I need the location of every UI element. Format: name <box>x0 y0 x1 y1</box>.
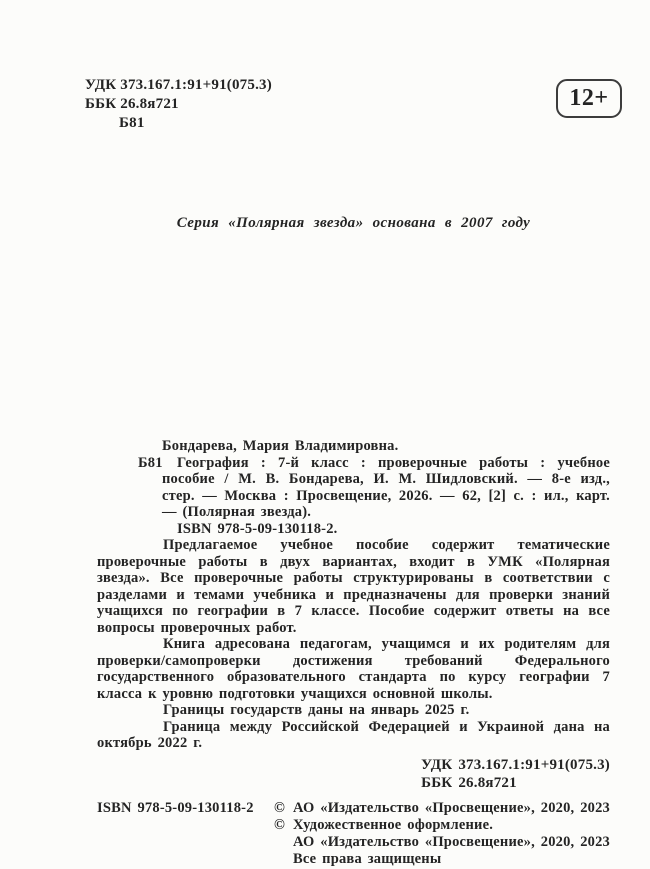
author-sign: Б81 <box>119 115 145 131</box>
annotation-paragraph: Книга адресована педагогам, учащимся и их родителям для проверки/самопроверки достижения требований Федерального государственного образовательного стандарта по курсу географии 7 класса к уровню подготовки учащихся основной школы. <box>97 636 610 702</box>
copyright-text: АО «Издательство «Просвещение», 2020, 2023 <box>293 799 610 816</box>
copyright-text: Все права защищены <box>293 850 442 867</box>
age-rating-badge <box>556 79 622 118</box>
copyright-text: Художественное оформление. <box>293 816 494 833</box>
annotation <box>97 537 610 752</box>
footer <box>97 800 610 868</box>
copyright-line <box>274 817 610 834</box>
card-author-sign: Б81 <box>138 454 163 471</box>
main-text-column <box>97 438 610 868</box>
copyright-mark <box>274 834 293 851</box>
copyright-mark: © <box>274 799 286 816</box>
copyright-line <box>274 851 610 868</box>
catalog-card <box>138 438 610 537</box>
copyright-mark <box>274 851 293 868</box>
series-note: Серия «Полярная звезда» основана в 2007 году <box>176 215 531 231</box>
card-isbn-line: ISBN 978-5-09-130118-2. <box>177 520 338 537</box>
copyright-text: АО «Издательство «Просвещение», 2020, 2023 <box>293 833 610 850</box>
age-rating-label: 12+ <box>569 85 609 111</box>
annotation-paragraph: Граница между Российской Федерацией и Украиной дана на октябрь 2022 г. <box>97 718 610 751</box>
annotation-paragraph: Границы государств даны на январь 2025 г. <box>163 702 470 718</box>
copyright-mark: © <box>274 816 286 833</box>
footer-isbn: ISBN 978-5-09-130118-2 <box>97 799 254 816</box>
annotation-paragraph: Предлагаемое учебное пособие содержит тематические проверочные работы в двух вариантах, входит в УМК «Полярная звезда». Все проверочные работы структурированы в соответствии с разделами и темами учебника и предназначены для проверки знаний учащихся по географии в 7 классе. Пособие содержит ответы на все вопросы проверочных работ. <box>97 537 610 636</box>
copyright-line <box>274 834 610 851</box>
card-description: География : 7-й класс : проверочные работы : учебное пособие / М. В. Бондарева, И. М. Шидловский. — 8-е изд., стер. — Москва : Просвещение, 2026. — 62, [2] с. : ил., карт. — (Полярная звезда). <box>162 454 610 520</box>
header-codes <box>85 76 272 133</box>
copyright-line <box>274 800 610 817</box>
bbk-code: ББК 26.8я721 <box>85 96 179 112</box>
bottom-udk-code: УДК 373.167.1:91+91(075.3) <box>421 756 610 773</box>
udk-code: УДК 373.167.1:91+91(075.3) <box>85 77 272 93</box>
card-author-heading: Бондарева, Мария Владимировна. <box>162 438 399 454</box>
bottom-bbk-code: ББК 26.8я721 <box>421 775 517 791</box>
copyright-block <box>274 800 610 868</box>
bottom-codes <box>421 756 610 793</box>
